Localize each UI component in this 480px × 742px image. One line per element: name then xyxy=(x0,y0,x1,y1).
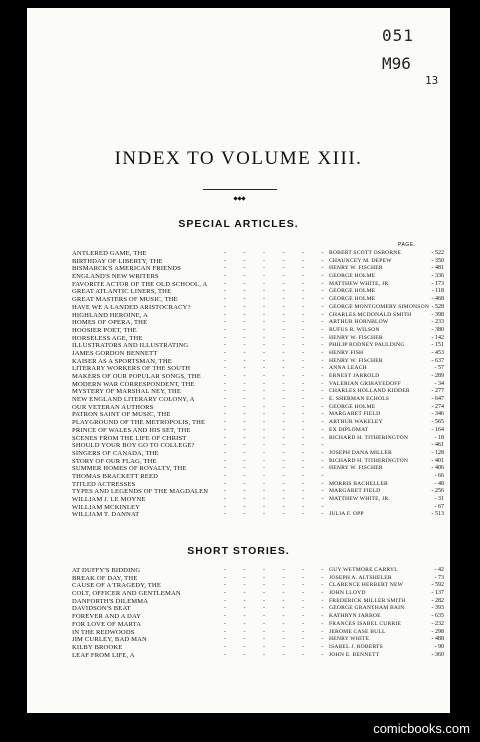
entry-page-number: - 401 xyxy=(431,457,444,464)
entry-title: COLT, OFFICER AND GENTLEMAN xyxy=(72,590,181,598)
entry-page-number: - 67 xyxy=(434,503,444,510)
index-entry xyxy=(72,629,444,637)
leader-dashes: - - - - - - xyxy=(224,342,332,349)
entry-page-number: - 453 xyxy=(431,349,444,356)
entry-page-number: - 522 xyxy=(431,250,444,256)
entry-page-number: - 398 xyxy=(431,311,444,318)
entry-page-number: - 513 xyxy=(431,511,444,518)
entry-title: OUR VETERAN AUTHORS xyxy=(72,403,154,411)
entry-title: HORSELESS AGE, THE xyxy=(72,334,143,342)
entry-title: DAVIDSON'S BEAT xyxy=(72,605,131,613)
handwritten-call-number: 051 xyxy=(382,26,414,45)
index-entry xyxy=(72,342,444,350)
entry-page-number: - 18 xyxy=(434,434,444,441)
handwritten-call-letters: M96 xyxy=(382,54,411,73)
leader-dashes: - - - - - - xyxy=(224,636,332,643)
index-entry xyxy=(72,567,444,575)
entry-title: BREAK OF DAY, THE xyxy=(72,574,138,582)
leader-dashes: - - - - - - xyxy=(224,426,332,433)
entry-title: GREAT MASTERS OF MUSIC, THE xyxy=(72,296,178,304)
index-entry xyxy=(72,350,444,358)
entry-author: HENRY W. FISCHER xyxy=(329,357,383,364)
entry-title: HOMES OF OPERA, THE xyxy=(72,319,148,327)
entry-title: WILLIAM MCKINLEY xyxy=(72,503,141,511)
entry-author: ROBERT SCOTT OSBORNE xyxy=(329,250,402,256)
entry-page-number: - 34 xyxy=(434,380,444,387)
entry-author: MORRIS BACHELLER xyxy=(329,480,388,487)
index-entry xyxy=(72,250,444,258)
leader-dashes: - - - - - - xyxy=(224,373,332,379)
entry-author: MATTHEW WHITE, JR. xyxy=(329,496,390,502)
entry-page-number: - 406 xyxy=(431,465,444,472)
entry-title: BISMARCK'S AMERICAN FRIENDS xyxy=(72,265,181,273)
leader-dashes: - - - - - - xyxy=(224,613,332,620)
entry-author: JOSEPH DANA MILLER xyxy=(329,449,392,456)
leader-dashes: - - - - - - xyxy=(224,265,332,272)
entry-page-number: - 637 xyxy=(431,357,444,364)
entry-title: THOMAS BRACKETT REED xyxy=(72,472,159,480)
leader-dashes: - - - - - - xyxy=(224,334,332,341)
index-entry xyxy=(72,613,444,621)
entry-author: JOSEPH A. ALTSHELER xyxy=(329,574,392,581)
special-articles-heading: SPECIAL ARTICLES. xyxy=(178,218,299,230)
entry-author: GEORGE HOLME xyxy=(329,296,376,303)
entry-title: HAVE WE A LANDED ARISTOCRACY? xyxy=(72,303,191,311)
entry-page-number: - 48 xyxy=(434,480,444,487)
entry-page-number: - 142 xyxy=(431,334,444,341)
entry-author: HENRY FISH xyxy=(329,349,364,356)
leader-dashes: - - - - - - xyxy=(224,365,332,372)
entry-author: JOHN E. BENNETT xyxy=(329,651,380,658)
special-articles-list xyxy=(72,250,444,519)
entry-title: FOR LOVE OF MARTA xyxy=(72,620,142,628)
leader-dashes: - - - - - - xyxy=(224,503,332,510)
short-stories-heading: SHORT STORIES. xyxy=(187,545,290,557)
index-entry xyxy=(72,304,444,312)
entry-author: RICHARD H. TITHERINGTON xyxy=(329,434,409,441)
entry-author: ARTHUR HORNBLOW xyxy=(329,319,389,326)
entry-page-number: - 173 xyxy=(431,280,444,287)
entry-page-number: - 256 xyxy=(431,488,444,495)
entry-author: PHILIP RODNEY PAULDING xyxy=(329,342,405,349)
entry-author: HENRY W. FISCHER xyxy=(329,465,383,472)
leader-dashes: - - - - - - xyxy=(224,303,332,310)
entry-title: GREAT ATLANTIC LINERS, THE xyxy=(72,288,172,296)
leader-dashes: - - - - - - xyxy=(224,288,332,295)
entry-page-number: - 488 xyxy=(431,636,444,643)
entry-title: ENGLAND'S NEW WRITERS xyxy=(72,273,159,281)
leader-dashes: - - - - - - xyxy=(224,643,332,650)
entry-page-number: - 298 xyxy=(431,628,444,635)
leader-dashes: - - - - - - xyxy=(224,250,332,256)
entry-title: HOOSIER POET, THE xyxy=(72,326,137,334)
entry-author: ISABEL J. ROBERTS xyxy=(329,643,383,650)
entry-page-number: - 360 xyxy=(431,651,444,658)
index-entry xyxy=(72,442,444,450)
entry-author: HENRY WHITE xyxy=(329,636,370,643)
entry-page-number: - 592 xyxy=(431,582,444,589)
entry-title: PATRON SAINT OF MUSIC, THE xyxy=(72,411,171,419)
index-entry xyxy=(72,281,444,289)
index-entry xyxy=(72,575,444,583)
entry-page-number: - 647 xyxy=(431,396,444,403)
leader-dashes: - - - - - - xyxy=(224,465,332,472)
entry-title: BIRTHDAY OF LIBERTY, THE xyxy=(72,257,163,265)
leader-dashes: - - - - - - xyxy=(224,257,332,264)
leader-dashes: - - - - - - xyxy=(224,449,332,456)
entry-page-number: - 128 xyxy=(431,449,444,456)
entry-title: LEAF FROM LIFE, A xyxy=(72,651,135,659)
entry-author: ANNA LEACH xyxy=(329,365,367,372)
entry-page-number: - 90 xyxy=(434,643,444,650)
leader-dashes: - - - - - - xyxy=(224,434,332,441)
entry-author: E. SHERMAN ECHOLS xyxy=(329,396,390,403)
entry-author: JULIA F. OPP xyxy=(329,511,364,518)
index-entry xyxy=(72,335,444,343)
leader-dashes: - - - - - - xyxy=(224,349,332,356)
entry-author: CLARENCE HERBERT NEW xyxy=(329,582,404,589)
entry-title: STORY OF OUR FLAG, THE xyxy=(72,457,157,465)
entry-page-number: - 393 xyxy=(431,605,444,612)
entry-author: RUFUS R. WILSON xyxy=(329,326,380,333)
index-entry xyxy=(72,435,444,443)
entry-author: ARTHUR WAKELEY xyxy=(329,419,383,426)
entry-author: ERNEST JARROLD xyxy=(329,373,380,379)
watermark: comicbooks.com xyxy=(373,721,470,736)
entry-author: RICHARD H. TITHERINGTON xyxy=(329,457,409,464)
page-title: INDEX TO VOLUME XIII. xyxy=(114,148,363,169)
index-entry xyxy=(72,481,444,489)
leader-dashes: - - - - - - xyxy=(224,411,332,418)
index-page xyxy=(27,8,450,713)
entry-page-number: - 565 xyxy=(431,419,444,426)
leader-dashes: - - - - - - xyxy=(224,388,332,395)
leader-dashes: - - - - - - xyxy=(224,620,332,627)
leader-dashes: - - - - - - xyxy=(224,280,332,287)
entry-title: SUMMER HOMES OF ROYALTY, THE xyxy=(72,465,187,473)
entry-title: LITERARY WORKERS OF THE SOUTH xyxy=(72,365,191,373)
index-entry xyxy=(72,388,444,396)
index-entry xyxy=(72,450,444,458)
entry-author: CHARLES MCDONALD SMITH xyxy=(329,311,412,318)
entry-title: IN THE REDWOODS xyxy=(72,628,135,636)
entry-author: MATTHEW WHITE, JR. xyxy=(329,280,390,287)
entry-author: GEORGE GRANTHAM BAIN xyxy=(329,605,405,612)
entry-author: VALERIAN GRIBAYEDOFF xyxy=(329,380,401,387)
entry-title: WILLIAM T. DANNAT xyxy=(72,511,140,519)
leader-dashes: - - - - - - xyxy=(224,311,332,318)
entry-title: SINGERS OF CANADA, THE xyxy=(72,449,159,457)
entry-author: GEORGE HOLME xyxy=(329,288,376,295)
entry-page-number: - 528 xyxy=(431,303,444,310)
leader-dashes: - - - - - - xyxy=(224,326,332,333)
entry-title: HIGHLAND HEROINE, A xyxy=(72,311,148,319)
entry-author: EX DIPLOMAT xyxy=(329,426,369,433)
entry-author: JOHN LLOYD xyxy=(329,590,366,597)
entry-page-number: - 289 xyxy=(431,373,444,379)
leader-dashes: - - - - - - xyxy=(224,380,332,387)
index-entry xyxy=(72,319,444,327)
entry-page-number: - 380 xyxy=(431,326,444,333)
entry-page-number: - 66 xyxy=(434,472,444,479)
leader-dashes: - - - - - - xyxy=(224,273,332,280)
index-entry xyxy=(72,411,444,419)
leader-dashes: - - - - - - xyxy=(224,628,332,635)
leader-dashes: - - - - - - xyxy=(224,567,332,573)
entry-author: FRANCES ISABEL CURRIE xyxy=(329,620,402,627)
index-entry xyxy=(72,288,444,296)
entry-title: TYPES AND LEGENDS OF THE MAGDALEN xyxy=(72,488,209,496)
entry-author: CHAUNCEY M. DEPEW xyxy=(329,257,392,264)
entry-page-number: - 151 xyxy=(431,342,444,349)
index-entry xyxy=(72,465,444,473)
entry-page-number: - 42 xyxy=(434,567,444,573)
index-entry xyxy=(72,427,444,435)
entry-page-number: - 350 xyxy=(431,257,444,264)
entry-author: MARGARET FIELD xyxy=(329,411,381,418)
entry-page-number: - 31 xyxy=(434,496,444,502)
handwritten-volume-number: 13 xyxy=(425,74,439,87)
page-column-header: PAGE. xyxy=(398,242,416,248)
entry-page-number: - 481 xyxy=(431,265,444,272)
leader-dashes: - - - - - - xyxy=(224,357,332,364)
entry-author: FREDERICK MILLER SMITH xyxy=(329,597,406,604)
leader-dashes: - - - - - - xyxy=(224,496,332,502)
leader-dashes: - - - - - - xyxy=(224,403,332,410)
entry-title: SHOULD YOUR BOY GO TO COLLEGE? xyxy=(72,442,195,450)
entry-title: SCENES FROM THE LIFE OF CHRIST xyxy=(72,434,187,442)
index-entry xyxy=(72,496,444,504)
entry-title: WILLIAM J. LE MOYNE xyxy=(72,496,146,503)
entry-author: MARGARET FIELD xyxy=(329,488,381,495)
entry-title: DANFORTH'S DILEMMA xyxy=(72,597,149,605)
entry-page-number: - 346 xyxy=(431,411,444,418)
entry-page-number: - 336 xyxy=(431,273,444,280)
leader-dashes: - - - - - - xyxy=(224,396,332,403)
index-entry xyxy=(72,296,444,304)
leader-dashes: - - - - - - xyxy=(224,296,332,303)
index-entry xyxy=(72,621,444,629)
entry-page-number: - 274 xyxy=(431,403,444,410)
index-entry xyxy=(72,605,444,613)
index-entry xyxy=(72,504,444,512)
entry-title: FAVORITE ACTOR OF THE OLD SCHOOL, A xyxy=(72,280,208,288)
index-entry xyxy=(72,644,444,652)
entry-title: MYSTERY OF MARSHAL NEY, THE xyxy=(72,388,182,396)
index-entry xyxy=(72,511,444,519)
entry-title: AT DUFFY'S BIDDING xyxy=(72,567,141,574)
leader-dashes: - - - - - - xyxy=(224,472,332,479)
index-entry xyxy=(72,358,444,366)
entry-title: TITLED ACTRESSES xyxy=(72,480,136,488)
index-entry xyxy=(72,312,444,320)
index-entry xyxy=(72,365,444,373)
entry-title: ILLUSTRATORS AND ILLUSTRATING xyxy=(72,342,189,350)
index-entry xyxy=(72,590,444,598)
leader-dashes: - - - - - - xyxy=(224,419,332,426)
entry-title: NEW ENGLAND LITERARY COLONY, A xyxy=(72,396,195,404)
leader-dashes: - - - - - - xyxy=(224,597,332,604)
entry-title: JIM CURLEY, BAD MAN xyxy=(72,636,147,644)
entry-page-number: - 282 xyxy=(431,597,444,604)
leader-dashes: - - - - - - xyxy=(224,319,332,326)
index-entry xyxy=(72,636,444,644)
index-entry xyxy=(72,265,444,273)
entry-author: HENRY W. FISCHER xyxy=(329,334,383,341)
entry-title: MAKERS OF OUR POPULAR SONGS, THE xyxy=(72,373,201,380)
entry-page-number: - 232 xyxy=(431,620,444,627)
entry-title: PRINCE OF WALES AND HIS SET, THE xyxy=(72,426,191,434)
index-entry xyxy=(72,258,444,266)
entry-page-number: - 461 xyxy=(431,442,444,449)
entry-author: CHARLES HOLLAND KIDDER xyxy=(329,388,410,395)
entry-title: KAISER AS A SPORTSMAN, THE xyxy=(72,357,172,365)
index-entry xyxy=(72,582,444,590)
entry-page-number: - 73 xyxy=(434,574,444,581)
entry-title: MODERN WAR CORRESPONDENT, THE xyxy=(72,380,195,388)
entry-author: HENRY W. FISCHER xyxy=(329,265,383,272)
index-entry xyxy=(72,652,444,660)
leader-dashes: - - - - - - xyxy=(224,488,332,495)
short-stories-list xyxy=(72,567,444,659)
entry-title: KILBY BROOKE xyxy=(72,643,123,651)
index-entry xyxy=(72,458,444,466)
entry-page-number: - 164 xyxy=(431,426,444,433)
entry-page-number: - 468 xyxy=(431,296,444,303)
leader-dashes: - - - - - - xyxy=(224,511,332,518)
entry-author: GEORGE HOLME xyxy=(329,273,376,280)
leader-dashes: - - - - - - xyxy=(224,480,332,487)
index-entry xyxy=(72,404,444,412)
entry-title: PLAYGROUND OF THE METROPOLIS, THE xyxy=(72,419,206,427)
index-entry xyxy=(72,373,444,381)
entry-title: FOREVER AND A DAY xyxy=(72,613,142,621)
index-entry xyxy=(72,381,444,389)
index-entry xyxy=(72,327,444,335)
leader-dashes: - - - - - - xyxy=(224,457,332,464)
entry-author: GEORGE HOLME xyxy=(329,403,376,410)
entry-title: ANTLERED GAME, THE xyxy=(72,250,147,257)
index-entry xyxy=(72,396,444,404)
entry-page-number: - 277 xyxy=(431,388,444,395)
leader-dashes: - - - - - - xyxy=(224,574,332,581)
title-ornament xyxy=(203,187,277,191)
entry-page-number: - 233 xyxy=(431,319,444,326)
entry-page-number: - 635 xyxy=(431,613,444,620)
leader-dashes: - - - - - - xyxy=(224,442,332,449)
entry-author: JEROME CASE BULL xyxy=(329,628,386,635)
entry-page-number: - 118 xyxy=(431,288,444,295)
entry-author: GUY WETMORE CARRYL xyxy=(329,567,398,573)
leader-dashes: - - - - - - xyxy=(224,582,332,589)
leader-dashes: - - - - - - xyxy=(224,590,332,597)
entry-title: JAMES GORDON BENNETT xyxy=(72,349,158,357)
entry-page-number: - 57 xyxy=(434,365,444,372)
index-entry xyxy=(72,419,444,427)
entry-author: KATHRYN JARBOE xyxy=(329,613,381,620)
entry-page-number: - 137 xyxy=(431,590,444,597)
index-entry xyxy=(72,488,444,496)
entry-title: CAUSE OF A TRAGEDY, THE xyxy=(72,582,161,590)
leader-dashes: - - - - - - xyxy=(224,651,332,658)
leader-dashes: - - - - - - xyxy=(224,605,332,612)
entry-author: GEORGE MONTGOMERY SIMONSON xyxy=(329,303,430,310)
index-entry xyxy=(72,473,444,481)
index-entry xyxy=(72,273,444,281)
index-entry xyxy=(72,598,444,606)
